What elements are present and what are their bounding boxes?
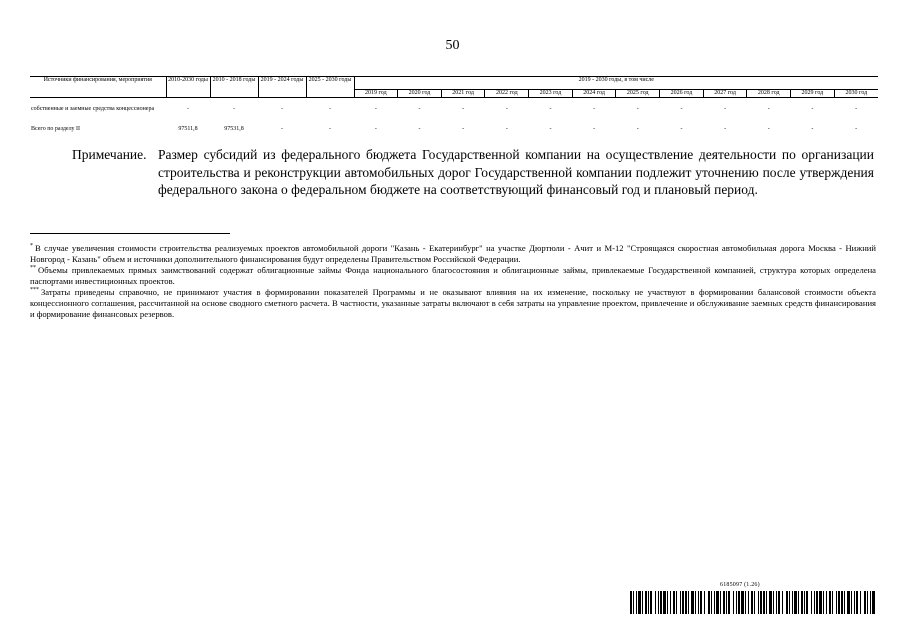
- header-year: 2022 год: [485, 90, 529, 98]
- year-cell: -: [374, 106, 377, 112]
- year-cell: -: [549, 106, 552, 112]
- header-year: 2024 год: [572, 90, 616, 98]
- table-row: [30, 126, 878, 136]
- year-cell: -: [855, 126, 858, 132]
- footnote: [30, 287, 876, 320]
- year-cell: -: [593, 106, 596, 112]
- year-cell: -: [811, 106, 814, 112]
- financing-table: [30, 76, 878, 136]
- header-year: 2030 год: [834, 90, 878, 98]
- year-cell: -: [724, 106, 727, 112]
- year-cell: -: [811, 126, 814, 132]
- year-cell: -: [724, 126, 727, 132]
- period-cell: -: [281, 126, 284, 132]
- header-span-title: 2019 - 2030 годы, в том числе: [354, 77, 878, 90]
- note-label: Примечание.: [72, 147, 147, 162]
- barcode-icon: [630, 591, 876, 614]
- header-source: Источники финансирования, мероприятия: [30, 77, 166, 98]
- table-header-row: [30, 77, 878, 90]
- footnote-mark: *: [30, 243, 33, 249]
- year-cell: -: [505, 126, 508, 132]
- header-year: 2020 год: [398, 90, 442, 98]
- header-period: 2010 - 2018 годы: [210, 77, 258, 98]
- period-cell: -: [329, 106, 332, 112]
- page-number: 50: [445, 38, 460, 53]
- year-cell: -: [462, 106, 465, 112]
- year-cell: -: [855, 106, 858, 112]
- header-period: 2025 - 2030 годы: [306, 77, 354, 98]
- header-period: 2019 - 2024 годы: [258, 77, 306, 98]
- note: [72, 146, 874, 199]
- year-cell: -: [374, 126, 377, 132]
- footnote: [30, 265, 876, 287]
- year-cell: -: [767, 106, 770, 112]
- year-cell: -: [767, 126, 770, 132]
- header-year: 2021 год: [441, 90, 485, 98]
- year-cell: -: [505, 106, 508, 112]
- header-year: 2027 год: [703, 90, 747, 98]
- period-cell: 97531,8: [224, 126, 244, 132]
- period-cell: -: [329, 126, 332, 132]
- footnote-text: Затраты приведены справочно, не принимают участия в формировании показателей Программы и не оказывают влияния на их изменение, поскольку не участвуют в формировании балансовой стоимости объекта концессионного соглашения, рассчитанной на основе сводного сметного расчета. В частности, указанные затраты включают в себя затраты на управление проектом, привлечение и обслуживание заемных средств финансирования и формирование финансовых резервов.: [30, 287, 876, 319]
- period-cell: -: [281, 106, 284, 112]
- note-text: Размер субсидий из федерального бюджета Государственной компании на осуществление деятельности по организации строительства и реконструкции автомобильных дорог Государственной компании подлежит уточнению после утверждения федерального закона о федеральном бюджете на соответствующий финансовый год и плановый период.: [158, 147, 874, 197]
- header-year: 2029 год: [791, 90, 835, 98]
- table-row: [30, 106, 878, 126]
- year-cell: -: [593, 126, 596, 132]
- footnote-text: В случае увеличения стоимости строительства реализуемых проектов автомобильной дороги "Казань - Екатеринбург" на участке Дюртюли - Ачит и М-12 "Строящаяся скоростная автомобильная дорога Москва - Нижний Новгород - Казань" объем и источники дополнительного финансирования будут определены Правительством Российской Федерации.: [30, 243, 876, 264]
- year-cell: -: [636, 106, 639, 112]
- footnote-text: Объемы привлекаемых прямых заимствований содержат облигационные займы Фонда национального благосостояния и облигационные займы, привлекаемые Государственной компанией, структура которых определена паспортами инвестиционных проектов.: [30, 265, 876, 286]
- period-cell: -: [233, 106, 236, 112]
- row-label: Всего по разделу II: [31, 126, 81, 132]
- year-cell: -: [418, 126, 421, 132]
- year-cell: -: [636, 126, 639, 132]
- year-cell: -: [462, 126, 465, 132]
- year-cell: -: [680, 106, 683, 112]
- row-label: собственные и заемные средства концессионера: [31, 106, 155, 112]
- period-cell: -: [187, 106, 190, 112]
- year-cell: -: [418, 106, 421, 112]
- year-cell: -: [680, 126, 683, 132]
- document-code: 6185097 (1.26): [720, 582, 760, 588]
- footnote-mark: **: [30, 265, 36, 271]
- period-cell: 97511,8: [178, 126, 198, 132]
- footnote-divider: [30, 233, 230, 234]
- header-year: 2028 год: [747, 90, 791, 98]
- header-year: 2025 год: [616, 90, 660, 98]
- header-year: 2023 год: [529, 90, 573, 98]
- header-year: 2026 год: [660, 90, 704, 98]
- footnote-mark: ***: [30, 287, 39, 293]
- footnotes: [30, 243, 876, 320]
- year-cell: -: [549, 126, 552, 132]
- header-period: 2010-2030 годы: [166, 77, 210, 98]
- header-year: 2019 год: [354, 90, 398, 98]
- footnote: [30, 243, 876, 265]
